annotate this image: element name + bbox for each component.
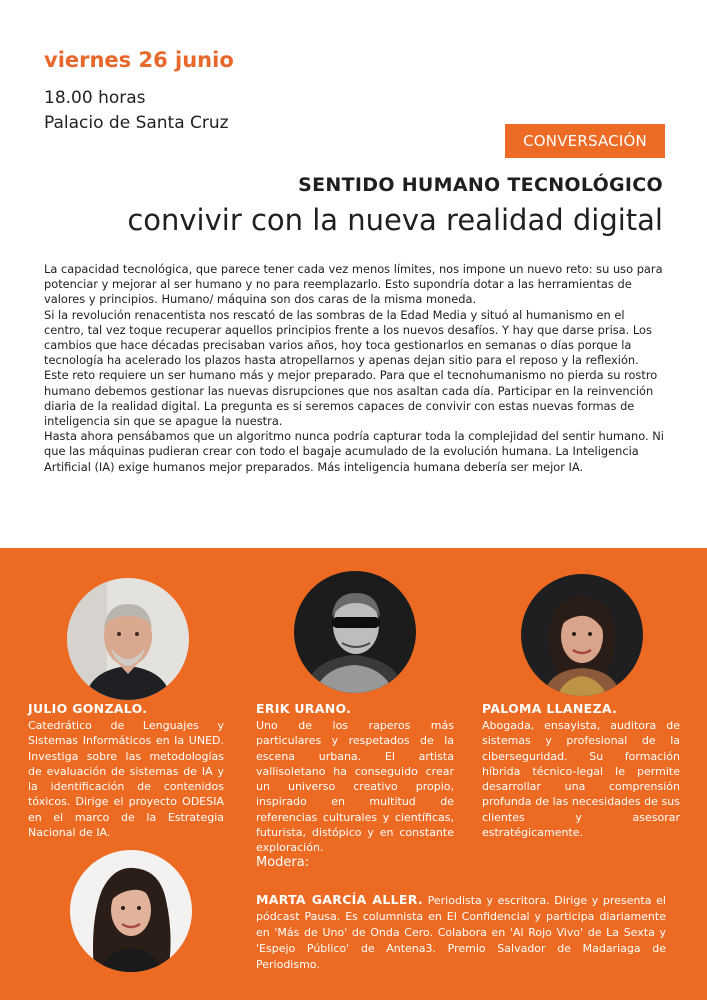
description-paragraph: Hasta ahora pensábamos que un algoritmo nunca podría capturar toda la complejidad del sentir humano. Ni que las máquinas pudieran crear con todo el bagaje acumulado de la evolución humana. La Inteligencia Artificial (IA) exige humanos mejor preparados. Más inteligencia humana debería ser mejor IA. (44, 429, 664, 474)
event-time: 18.00 horas (44, 88, 146, 108)
speaker-photo-paloma-llaneza (521, 574, 643, 696)
description-paragraph: La capacidad tecnológica, que parece tener cada vez menos límites, nos impone un nuevo reto: su uso para potenciar y mejorar al ser humano y no para reemplazarlo. Esto supondría dotar a las herramientas de valores y principios. Humano/ máquina son dos caras de la misma moneda. (44, 262, 663, 307)
moderator-label: Modera: (256, 855, 310, 870)
speaker-photo-julio-gonzalo (67, 578, 189, 700)
category-badge: CONVERSACIÓN (505, 124, 665, 158)
event-date: viernes 26 junio (44, 48, 234, 72)
description-paragraph: Si la revolución renacentista nos rescató de las sombras de la Edad Media y situó al humanismo en el centro, tal vez toque recuperar aquellos principios frente a los nuevos desafíos. Y hay que darse prisa. Los cambios que hace décadas precisaban varios años, hoy toca gestionarlos en semanas o días porque la tecnología ha acelerado los plazos hasta atropellarnos y apenas dejan sitio para el reposo y la reflexión. (44, 307, 652, 368)
event-title: SENTIDO HUMANO TECNOLÓGICO (298, 174, 663, 196)
speaker-name-julio-gonzalo: JULIO GONZALO. (28, 701, 148, 716)
event-place: Palacio de Santa Cruz (44, 113, 229, 133)
speaker-name-paloma-llaneza: PALOMA LLANEZA. (482, 701, 618, 716)
speaker-bio-julio-gonzalo: Catedrático de Lenguajes y Sistemas Informáticos en la UNED. Investiga sobre las metodologías de evaluación de sistemas de IA y la identificación de contenidos tóxicos. Dirige el proyecto ODESIA en el marco de la Estrategia Nacional de IA. (28, 719, 224, 840)
speaker-bio-paloma-llaneza: Abogada, ensayista, auditora de sistemas y profesional de la ciberseguridad. Su formación híbrida técnico-legal le permite desarrollar una comprensión profunda de las necesidades de sus clientes y asesorar estratégicamente. (482, 719, 680, 840)
event-subtitle: convivir con la nueva realidad digital (127, 203, 663, 237)
description (44, 262, 667, 475)
speaker-name-erik-urano: ERIK URANO. (256, 701, 352, 716)
speaker-photo-erik-urano (294, 571, 416, 693)
moderator-text (256, 892, 666, 973)
description-paragraph: Este reto requiere un ser humano más y mejor preparado. Para que el tecnohumanismo no pierda su rostro humano debemos gestionar las nuevas disrupciones que nos asaltan cada día. Participar en la reinvención diaria de la realidad digital. La pregunta es si seremos capaces de convivir con estas nuevas formas de inteligencia sin que se apague la nuestra. (44, 368, 658, 429)
moderator-photo-marta-garcia-aller (70, 850, 192, 972)
speaker-bio-erik-urano: Uno de los raperos más particulares y respetados de la escena urbana. El artista vallisoletano ha conseguido crear un universo creativo propio, inspirado en multitud de referencias culturales y científicas, futurista, distópico y en constante exploración. (256, 719, 454, 855)
moderator-name: MARTA GARCÍA ALLER. (256, 892, 423, 907)
moderator-bio: Periodista y escritora. Dirige y presenta el pódcast Pausa. Es columnista en El Confidencial y participa diariamente en 'Más de Uno' de Onda Cero. Colabora en 'Al Rojo Vivo' de La Sexta y 'Espejo Público' de Antena3. Premio Salvador de Madariaga de Periodismo. (256, 894, 666, 971)
